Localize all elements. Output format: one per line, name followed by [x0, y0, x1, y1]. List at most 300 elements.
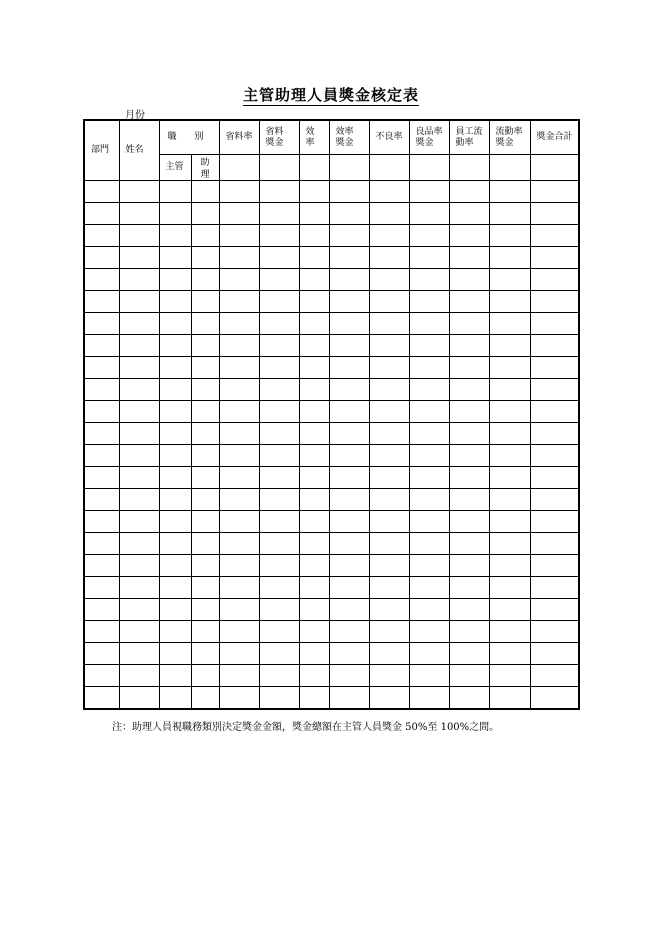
table-cell [449, 489, 489, 511]
table-cell [409, 401, 449, 423]
table-cell [530, 401, 579, 423]
table-cell [299, 533, 329, 555]
table-cell [329, 489, 369, 511]
table-cell [530, 599, 579, 621]
table-cell [191, 555, 219, 577]
table-cell [299, 313, 329, 335]
table-cell [191, 181, 219, 203]
table-cell [299, 335, 329, 357]
table-cell [299, 401, 329, 423]
table-cell [530, 643, 579, 665]
table-cell [489, 423, 530, 445]
table-cell [259, 533, 299, 555]
table-cell [299, 511, 329, 533]
table-row [84, 313, 579, 335]
table-cell [191, 643, 219, 665]
table-cell [449, 577, 489, 599]
table-cell [369, 577, 409, 599]
table-cell [159, 379, 191, 401]
table-cell [449, 225, 489, 247]
table-cell [119, 489, 159, 511]
table-cell [159, 599, 191, 621]
table-cell [449, 181, 489, 203]
table-cell [119, 423, 159, 445]
table-cell [489, 687, 530, 710]
table-cell [329, 313, 369, 335]
table-cell [329, 445, 369, 467]
table-cell [530, 335, 579, 357]
table-cell [219, 313, 259, 335]
table-cell [119, 577, 159, 599]
table-cell [329, 269, 369, 291]
table-cell [409, 335, 449, 357]
table-row [84, 577, 579, 599]
table-row [84, 203, 579, 225]
header-turnover-rate-1: 員工流 [455, 126, 483, 137]
table-cell [159, 445, 191, 467]
table-cell [219, 269, 259, 291]
table-cell [489, 621, 530, 643]
table-cell [219, 489, 259, 511]
table-cell [449, 247, 489, 269]
header-turnover-bonus-2: 獎金 [495, 137, 514, 148]
table-cell [449, 533, 489, 555]
table-cell [119, 203, 159, 225]
table-cell [259, 379, 299, 401]
table-cell [530, 489, 579, 511]
table-cell [369, 621, 409, 643]
table-cell [119, 313, 159, 335]
table-cell [449, 291, 489, 313]
table-cell [449, 203, 489, 225]
table-cell [409, 511, 449, 533]
table-cell [159, 225, 191, 247]
table-cell [369, 665, 409, 687]
table-cell [219, 203, 259, 225]
table-cell [530, 181, 579, 203]
form-title [0, 84, 662, 105]
table-cell [191, 401, 219, 423]
table-row [84, 643, 579, 665]
table-cell [409, 445, 449, 467]
table-cell [449, 511, 489, 533]
header-dept: 部門 [84, 120, 119, 181]
table-cell [84, 533, 119, 555]
table-cell [530, 269, 579, 291]
table-cell [299, 555, 329, 577]
table-cell [369, 313, 409, 335]
table-cell [369, 203, 409, 225]
table-cell [219, 401, 259, 423]
table-cell [159, 181, 191, 203]
table-cell [489, 379, 530, 401]
table-cell [219, 423, 259, 445]
table-cell [329, 665, 369, 687]
table-cell [489, 555, 530, 577]
table-cell [159, 555, 191, 577]
table-cell [259, 621, 299, 643]
table-cell [219, 555, 259, 577]
footnote: 注：助理人員視職務類別決定獎金金額，獎金總額在主管人員獎金 50%至 100%之間。 [112, 722, 500, 733]
header-defect-rate: 不良率 [369, 120, 409, 155]
table-cell [329, 577, 369, 599]
table-cell [329, 225, 369, 247]
table-cell [191, 357, 219, 379]
header-efficiency [299, 120, 329, 155]
table-cell [191, 269, 219, 291]
table-cell [530, 687, 579, 710]
table-cell [449, 643, 489, 665]
table-cell [369, 643, 409, 665]
table-cell [329, 247, 369, 269]
table-cell [489, 335, 530, 357]
table-cell [369, 467, 409, 489]
table-cell [259, 401, 299, 423]
header-quality-bonus [409, 120, 449, 155]
table-cell [84, 511, 119, 533]
table-cell [489, 665, 530, 687]
table-cell [369, 533, 409, 555]
table-cell [84, 379, 119, 401]
header-assistant [191, 155, 219, 181]
table-cell [329, 379, 369, 401]
table-cell [299, 379, 329, 401]
header-job-title-a: 職 [167, 132, 177, 142]
table-cell [219, 599, 259, 621]
header-material-saving-rate: 省料率 [219, 120, 259, 155]
table-cell [449, 687, 489, 710]
table-cell [259, 357, 299, 379]
table-cell [489, 181, 530, 203]
table-cell [530, 247, 579, 269]
table-cell [259, 181, 299, 203]
header-bonus-total: 獎金合計 [530, 120, 579, 155]
table-cell [259, 203, 299, 225]
table-cell [530, 621, 579, 643]
table-cell [409, 555, 449, 577]
table-cell [299, 599, 329, 621]
table-cell [119, 401, 159, 423]
table-row [84, 269, 579, 291]
table-cell [329, 357, 369, 379]
table-cell [159, 247, 191, 269]
table-cell [449, 445, 489, 467]
table-cell [84, 467, 119, 489]
table-cell [489, 467, 530, 489]
table-cell [219, 643, 259, 665]
header-blank-cell [409, 155, 449, 181]
table-cell [84, 291, 119, 313]
table-cell [299, 423, 329, 445]
header-row-1 [84, 120, 579, 155]
table-cell [259, 335, 299, 357]
header-blank-cell [449, 155, 489, 181]
table-cell [159, 533, 191, 555]
table-cell [219, 335, 259, 357]
header-blank-cell [369, 155, 409, 181]
table-cell [449, 665, 489, 687]
table-row [84, 445, 579, 467]
table-cell [409, 599, 449, 621]
table-cell [219, 247, 259, 269]
table-cell [299, 357, 329, 379]
table-cell [530, 357, 579, 379]
header-turnover-rate-2: 動率 [455, 137, 474, 148]
table-cell [191, 225, 219, 247]
table-cell [489, 291, 530, 313]
header-job-title-b: 別 [194, 132, 204, 142]
table-cell [299, 577, 329, 599]
table-cell [84, 445, 119, 467]
table-cell [119, 291, 159, 313]
table-cell [449, 555, 489, 577]
header-blank-cell [530, 155, 579, 181]
table-cell [119, 357, 159, 379]
table-cell [119, 511, 159, 533]
table-cell [259, 687, 299, 710]
table-cell [84, 313, 119, 335]
table-cell [489, 445, 530, 467]
table-cell [489, 313, 530, 335]
table-cell [530, 665, 579, 687]
header-turnover-rate [449, 120, 489, 155]
table-cell [369, 489, 409, 511]
table-cell [409, 269, 449, 291]
table-cell [409, 687, 449, 710]
bonus-table [83, 119, 580, 710]
table-cell [84, 401, 119, 423]
table-row [84, 423, 579, 445]
table-cell [84, 203, 119, 225]
table-cell [191, 621, 219, 643]
table-cell [119, 445, 159, 467]
header-efficiency-bonus-2: 獎金 [335, 137, 354, 148]
table-cell [84, 181, 119, 203]
table-cell [449, 401, 489, 423]
table-cell [84, 643, 119, 665]
table-cell [489, 401, 530, 423]
table-row [84, 181, 579, 203]
table-cell [409, 247, 449, 269]
table-cell [449, 423, 489, 445]
table-cell [449, 467, 489, 489]
table-cell [159, 621, 191, 643]
table-cell [530, 445, 579, 467]
table-cell [299, 621, 329, 643]
table-cell [409, 225, 449, 247]
header-name: 姓名 [119, 120, 159, 181]
table-row [84, 357, 579, 379]
table-cell [530, 577, 579, 599]
table-cell [84, 335, 119, 357]
header-material-bonus [259, 120, 299, 155]
table-cell [191, 247, 219, 269]
header-efficiency-2: 率 [305, 137, 315, 148]
table-cell [299, 269, 329, 291]
table-cell [530, 467, 579, 489]
table-cell [119, 665, 159, 687]
table-cell [489, 511, 530, 533]
table-cell [191, 203, 219, 225]
table-cell [329, 621, 369, 643]
table-cell [530, 533, 579, 555]
table-cell [191, 291, 219, 313]
table-cell [219, 291, 259, 313]
table-cell [449, 621, 489, 643]
table-cell [329, 335, 369, 357]
table-cell [191, 599, 219, 621]
table-cell [219, 533, 259, 555]
table-cell [530, 379, 579, 401]
table-cell [299, 225, 329, 247]
table-cell [259, 247, 299, 269]
table-cell [489, 577, 530, 599]
table-cell [409, 533, 449, 555]
table-cell [369, 687, 409, 710]
header-assistant-2: 理 [200, 170, 210, 178]
table-cell [259, 313, 299, 335]
table-cell [449, 379, 489, 401]
table-cell [259, 643, 299, 665]
table-cell [219, 687, 259, 710]
table-cell [191, 511, 219, 533]
table-cell [369, 511, 409, 533]
table-cell [84, 599, 119, 621]
header-supervisor: 主管 [159, 155, 191, 181]
table-cell [409, 621, 449, 643]
table-cell [489, 247, 530, 269]
table-row [84, 555, 579, 577]
table-cell [530, 203, 579, 225]
table-row [84, 621, 579, 643]
table-cell [159, 291, 191, 313]
table-cell [299, 445, 329, 467]
table-cell [409, 467, 449, 489]
table-cell [409, 313, 449, 335]
table-cell [259, 489, 299, 511]
table-cell [159, 401, 191, 423]
table-cell [84, 489, 119, 511]
table-cell [369, 555, 409, 577]
header-blank-cell [329, 155, 369, 181]
table-cell [159, 203, 191, 225]
header-job-title [159, 120, 219, 155]
table-row [84, 401, 579, 423]
table-cell [449, 313, 489, 335]
table-cell [259, 445, 299, 467]
table-cell [299, 203, 329, 225]
table-cell [530, 225, 579, 247]
table-cell [369, 423, 409, 445]
table-cell [329, 687, 369, 710]
table-cell [84, 555, 119, 577]
table-cell [369, 225, 409, 247]
table-row [84, 489, 579, 511]
table-row [84, 335, 579, 357]
table-cell [530, 511, 579, 533]
table-cell [409, 423, 449, 445]
table-cell [409, 379, 449, 401]
table-cell [159, 313, 191, 335]
table-cell [219, 467, 259, 489]
table-cell [449, 357, 489, 379]
header-assistant-1: 助 [200, 158, 210, 168]
table-cell [191, 577, 219, 599]
table-cell [119, 599, 159, 621]
table-cell [191, 533, 219, 555]
table-cell [119, 225, 159, 247]
table-cell [299, 247, 329, 269]
table-cell [119, 269, 159, 291]
table-cell [329, 533, 369, 555]
table-cell [369, 247, 409, 269]
table-cell [191, 423, 219, 445]
table-cell [329, 291, 369, 313]
table-cell [489, 599, 530, 621]
table-cell [409, 203, 449, 225]
table-cell [449, 269, 489, 291]
table-cell [191, 489, 219, 511]
table-cell [409, 181, 449, 203]
table-cell [530, 291, 579, 313]
table-row [84, 225, 579, 247]
table-cell [299, 291, 329, 313]
table-cell [159, 511, 191, 533]
header-blank-cell [299, 155, 329, 181]
table-cell [409, 665, 449, 687]
table-cell [219, 577, 259, 599]
table-cell [369, 181, 409, 203]
table-cell [84, 225, 119, 247]
header-material-bonus-1: 省料 [265, 126, 284, 137]
table-cell [84, 577, 119, 599]
table-cell [409, 577, 449, 599]
table-cell [329, 401, 369, 423]
header-turnover-bonus-1: 流動率 [495, 126, 523, 137]
table-row [84, 665, 579, 687]
table-cell [84, 247, 119, 269]
table-cell [159, 467, 191, 489]
table-cell [369, 269, 409, 291]
table-cell [259, 511, 299, 533]
header-efficiency-1: 效 [305, 126, 315, 137]
table-cell [530, 555, 579, 577]
table-cell [191, 687, 219, 710]
header-row-2 [84, 155, 579, 181]
table-cell [449, 335, 489, 357]
table-cell [84, 269, 119, 291]
table-cell [191, 467, 219, 489]
table-cell [191, 665, 219, 687]
table-cell [489, 203, 530, 225]
table-cell [369, 357, 409, 379]
table-cell [489, 643, 530, 665]
table-cell [299, 181, 329, 203]
table-cell [119, 181, 159, 203]
table-cell [409, 643, 449, 665]
form-title-text: 主管助理人員獎金核定表 [242, 86, 419, 104]
table-row [84, 379, 579, 401]
table-cell [409, 291, 449, 313]
table-cell [119, 643, 159, 665]
table-cell [259, 423, 299, 445]
table-cell [119, 379, 159, 401]
table-cell [119, 335, 159, 357]
month-label: 月份 [125, 110, 145, 121]
table-cell [259, 291, 299, 313]
table-cell [299, 665, 329, 687]
table-cell [119, 467, 159, 489]
